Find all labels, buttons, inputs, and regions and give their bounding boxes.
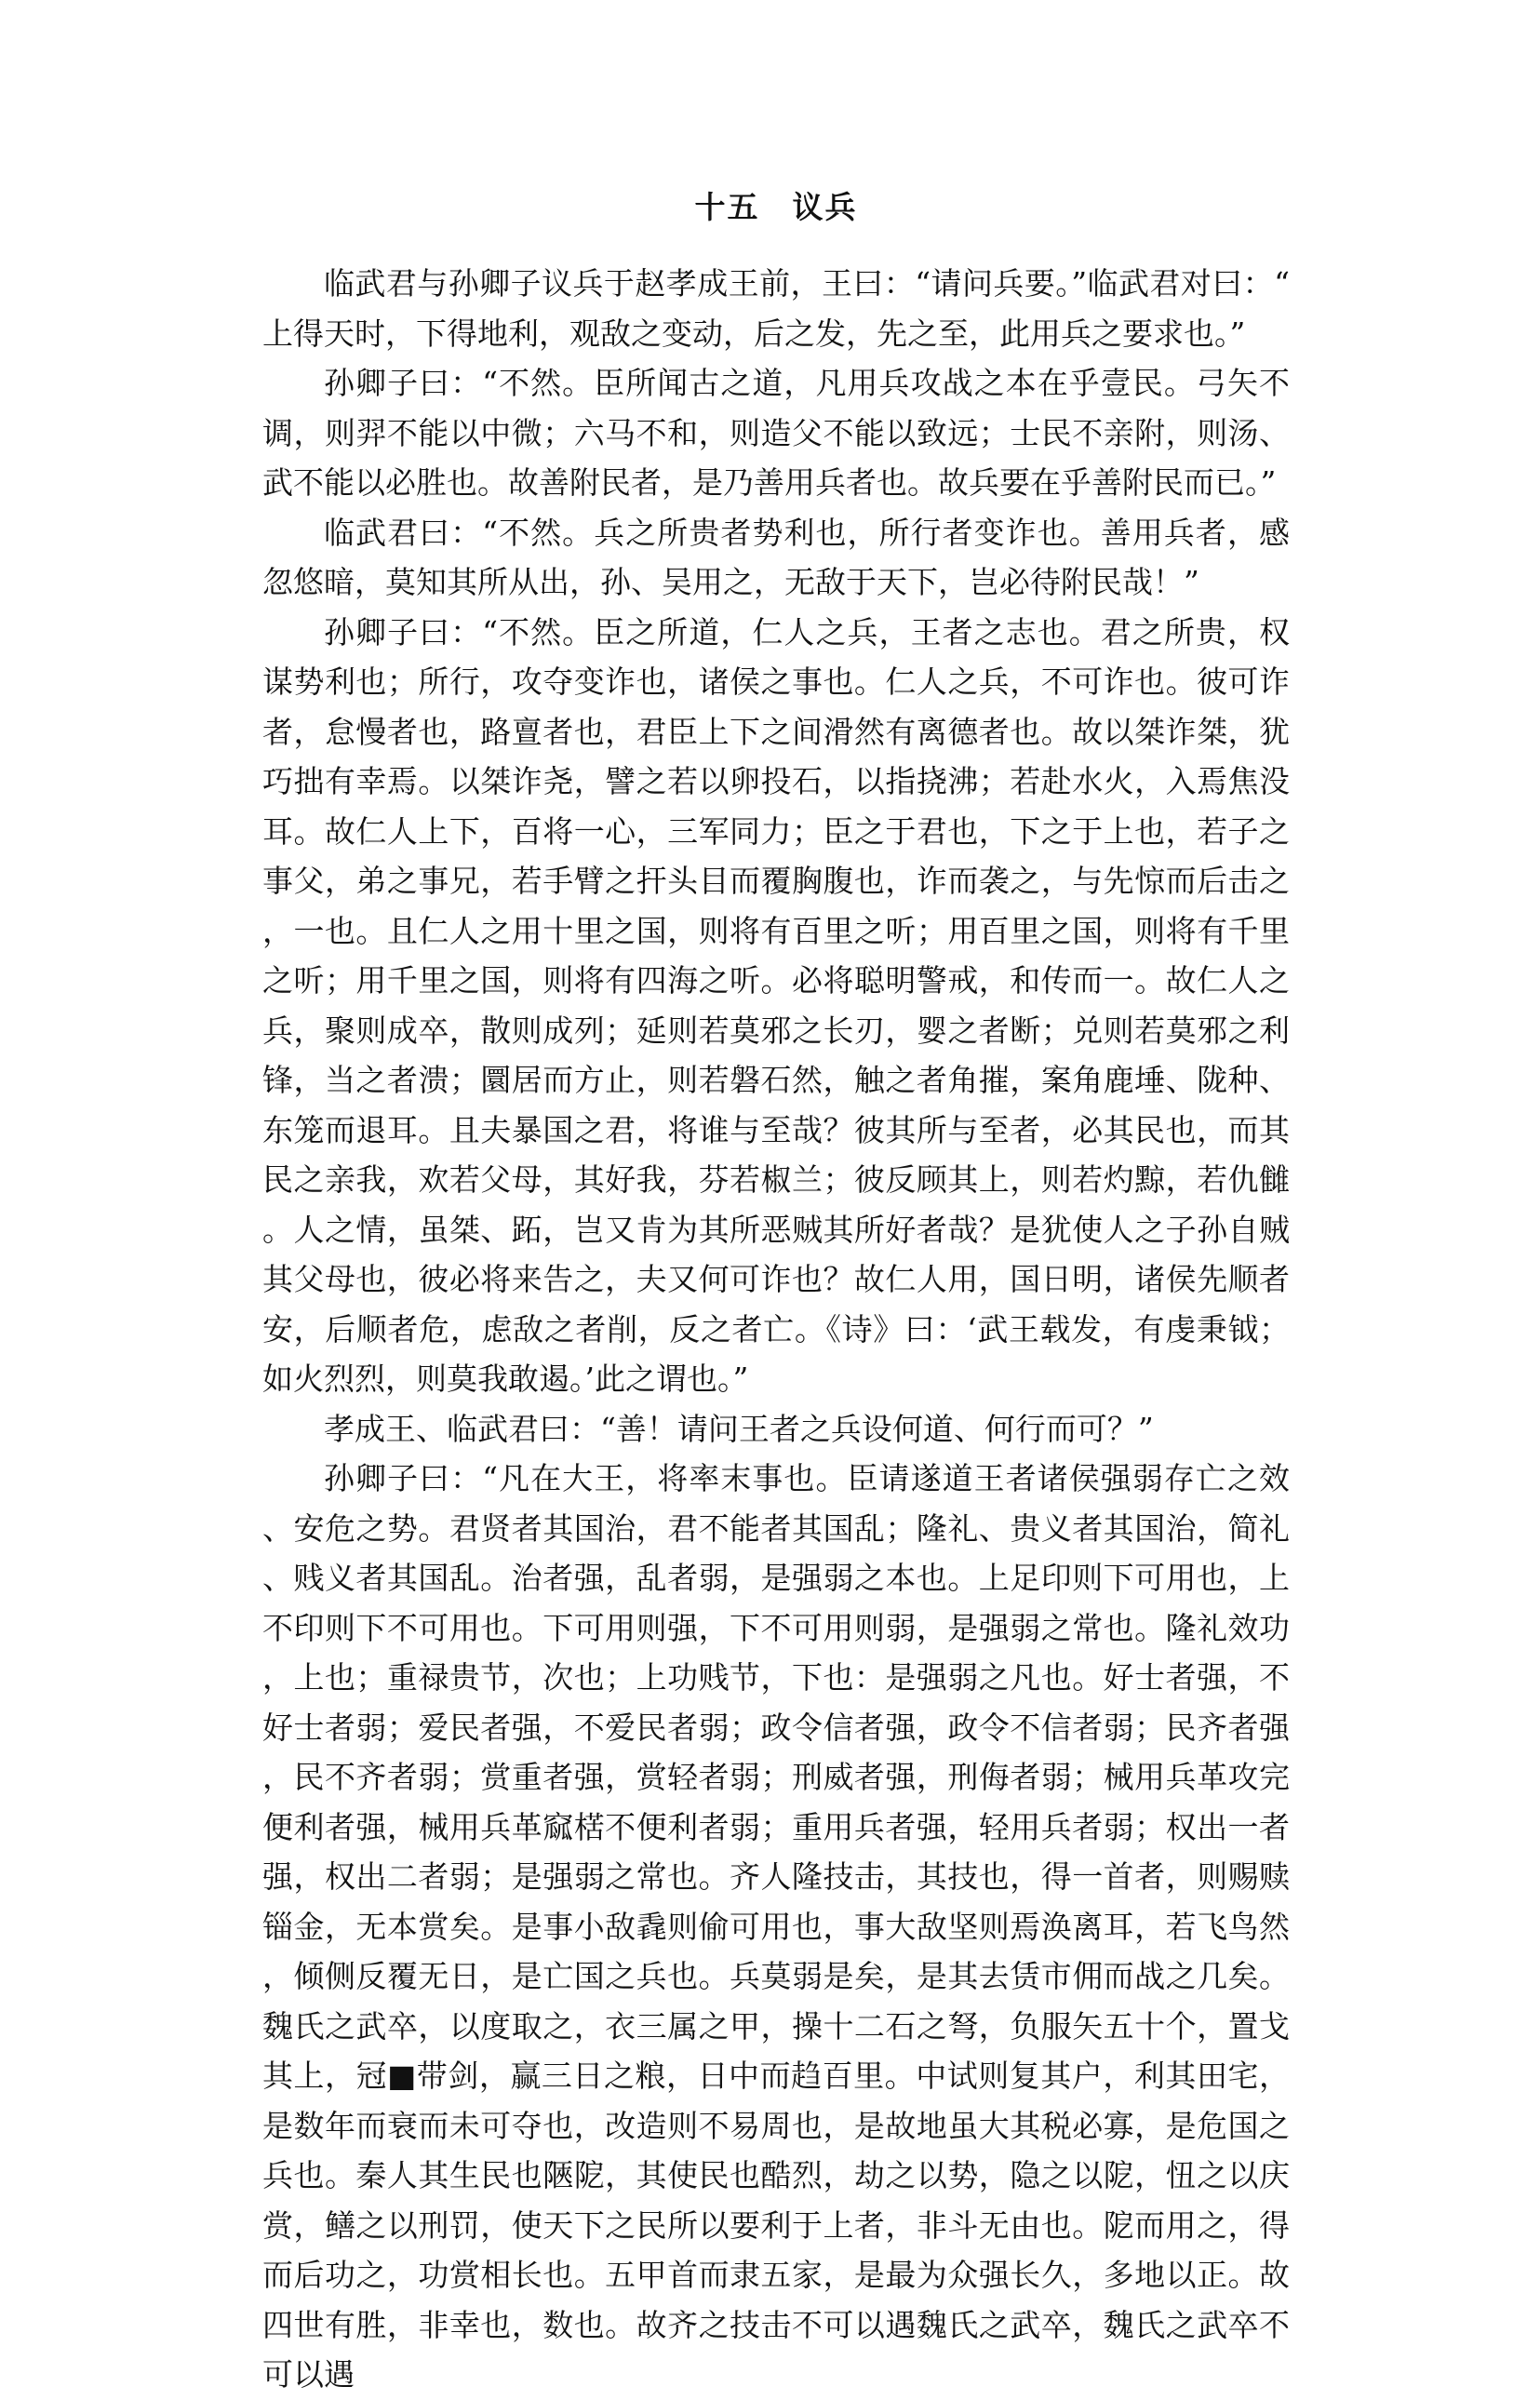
chapter-title: 十五 议兵 — [694, 189, 858, 225]
paragraph: 孝成王、临武君曰：“善！请问王者之兵设何道、何行而可？” — [324, 1410, 1154, 1447]
paragraph: 孙卿子曰：“不然。臣所闻古之道，凡用兵攻战之本在乎壹民。弓矢不调，则羿不能以中微；六马不和，则造父不能以致远；士民不亲附，则汤、武不能以必胜也。故善附民者，是乃善用兵者也。故兵要在乎善附民而已。” — [262, 365, 1290, 501]
paragraph: 孙卿子曰：“不然。臣之所道，仁人之兵，王者之志也。君之所贵，权谋势利也；所行，攻夺变诈也，诸侯之事也。仁人之兵，不可诈也。彼可诈者，怠慢者也，路亶者也，君臣上下之间滑然有离德者也。故以桀诈桀，犹巧拙有幸焉。以桀诈尧，譬之若以卵投石，以指挠沸；若赴水火，入焉焦没耳。故仁人上下，百将一心，三军同力；臣之于君也，下之于上也，若子之事父，弟之事兄，若手臂之扞头目而覆胸腹也，诈而袭之，与先惊而后击之，一也。且仁人之用十里之国，则将有百里之听；用百里之国，则将有千里之听；用千里之国，则将有四海之听。必将聪明警戒，和传而一。故仁人之兵，聚则成卒，散则成列；延则若莫邪之长刃，婴之者断；兑则若莫邪之利锋，当之者溃；圜居而方止，则若磐石然，触之者角摧，案角鹿埵、陇种、东笼而退耳。且夫暴国之君，将谁与至哉？彼其所与至者，必其民也，而其民之亲我，欢若父母，其好我，芬若椒兰；彼反顾其上，则若灼黥，若仇雠。人之情，虽桀、跖，岂又肯为其所恶贼其所好者哉？是犹使人之子孙自贼其父母也，彼必将来告之，夫又何可诈也？故仁人用，国日明，诸侯先顺者安，后顺者危，虑敌之者削，反之者亡。《诗》曰：‘武王载发，有虔秉钺；如火烈烈，则莫我敢遏。’此之谓也。” — [262, 613, 1290, 1397]
document-body — [262, 259, 1290, 2400]
document-page — [262, 184, 1290, 2400]
paragraph: 孙卿子曰：“凡在大王，将率末事也。臣请遂道王者诸侯强弱存亡之效、安危之势。君贤者其国治，君不能者其国乱；隆礼、贵义者其国治，简礼、贱义者其国乱。治者强，乱者弱，是强弱之本也。上足印则下可用也，上不印则下不可用也。下可用则强，下不可用则弱，是强弱之常也。隆礼效功，上也；重禄贵节，次也；上功贱节，下也：是强弱之凡也。好士者强，不好士者弱；爱民者强，不爱民者弱；政令信者强，政令不信者弱；民齐者强，民不齐者弱；赏重者强，赏轻者弱；刑威者强，刑侮者弱；械用兵革攻完便利者强，械用兵革窳楛不便利者弱；重用兵者强，轻用兵者弱；权出一者强，权出二者弱；是强弱之常也。齐人隆技击，其技也，得一首者，则赐赎锱金，无本赏矣。是事小敌毳则偷可用也，事大敌坚则焉涣离耳，若飞鸟然，倾侧反覆无日，是亡国之兵也。兵莫弱是矣，是其去赁市佣而战之几矣。魏氏之武卒，以度取之，衣三属之甲，操十二石之弩，负服矢五十个，置戈其上，冠■带剑，赢三日之粮，日中而趋百里。中试则复其户，利其田宅，是数年而衰而未可夺也，改造则不易周也，是故地虽大其税必寡，是危国之兵也。秦人其生民也陿阸，其使民也酷烈，劫之以势，隐之以阸，忸之以庆赏，鳝之以刑罚，使天下之民所以要利于上者，非斗无由也。阸而用之，得而后功之，功赏相长也。五甲首而隶五家，是最为众强长久，多地以正。故四世有胜，非幸也，数也。故齐之技击不可以遇魏氏之武卒，魏氏之武卒不可以遇 — [262, 1460, 1290, 2393]
paragraph: 临武君曰：“不然。兵之所贵者势利也，所行者变诈也。善用兵者，感忽悠暗，莫知其所从出，孙、吴用之，无敌于天下，岂必待附民哉！” — [262, 514, 1290, 600]
paragraph: 临武君与孙卿子议兵于赵孝成王前，王曰：“请问兵要。”临武君对曰：“上得天时，下得地利，观敌之变动，后之发，先之至，此用兵之要求也。” — [262, 265, 1290, 352]
